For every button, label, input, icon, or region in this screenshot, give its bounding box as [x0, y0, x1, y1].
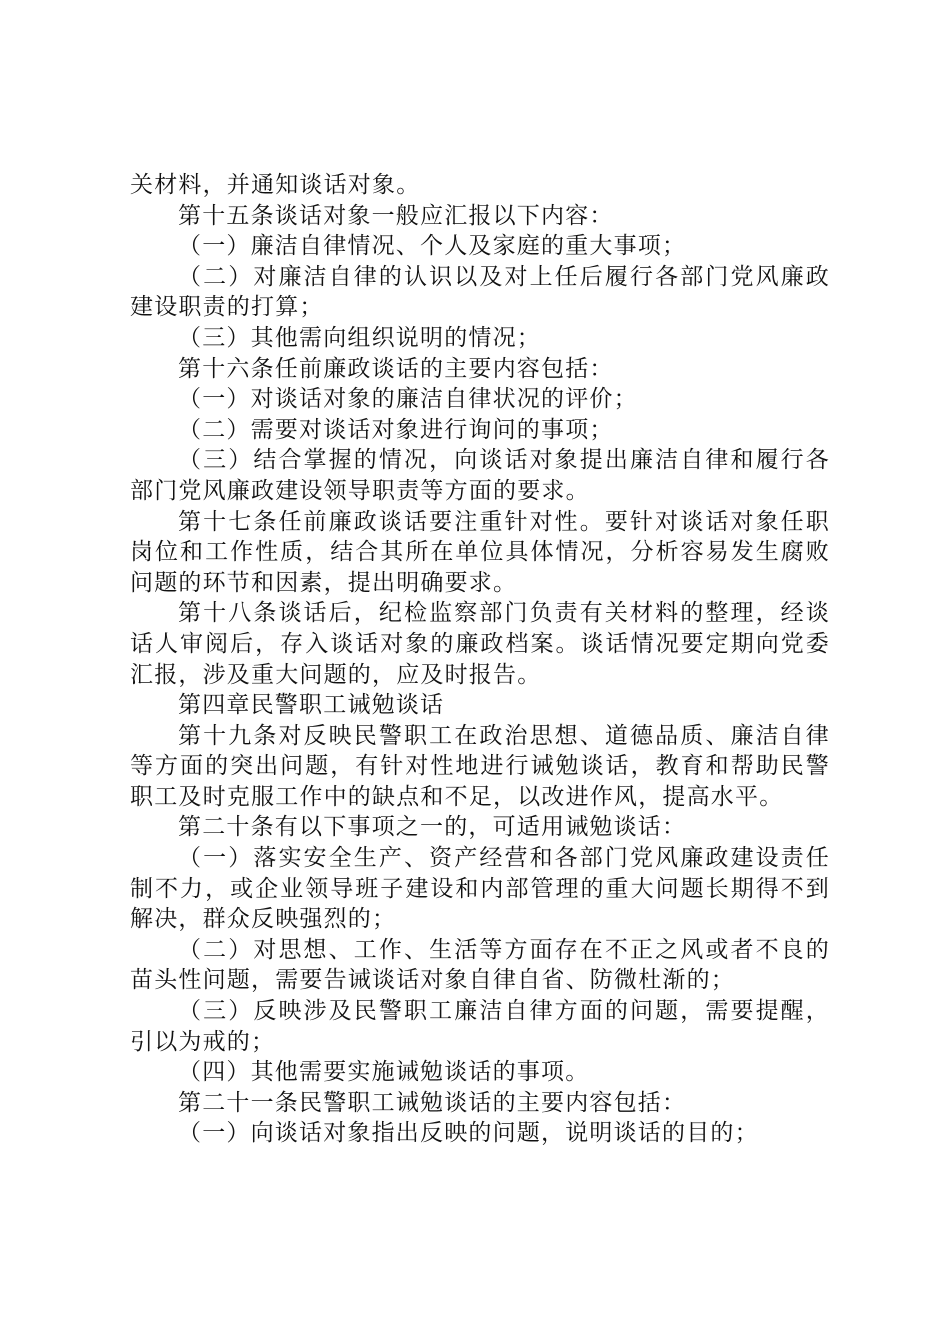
- paragraph-article-16-item-3: （三）结合掌握的情况，向谈话对象提出廉洁自律和履行各部门党风廉政建设领导职责等方面的要求。: [130, 447, 830, 504]
- paragraph-continuation: 关材料，并通知谈话对象。: [130, 172, 421, 198]
- paragraph-article-19: 第十九条对反映民警职工在政治思想、道德品质、廉洁自律等方面的突出问题，有针对性地进行诫勉谈话，教育和帮助民警职工及时克服工作中的缺点和不足，以改进作风，提高水平。: [130, 722, 830, 810]
- paragraph-article-20: 第二十条有以下事项之一的，可适用诫勉谈话：: [178, 814, 687, 841]
- paragraph-article-15-item-3: （三）其他需向组织说明的情况；: [178, 324, 541, 351]
- paragraph-article-21: 第二十一条民警职工诫勉谈话的主要内容包括：: [178, 1089, 687, 1116]
- chapter-heading: 第四章民警职工诫勉谈话: [178, 692, 445, 719]
- paragraph-article-21-item-1: （一）向谈话对象指出反映的问题，说明谈话的目的；: [178, 1120, 759, 1147]
- document-body: [130, 170, 830, 1149]
- paragraph-article-20-item-4: （四）其他需要实施诫勉谈话的事项。: [178, 1059, 590, 1086]
- paragraph-article-15-item-1: （一）廉洁自律情况、个人及家庭的重大事项；: [178, 233, 687, 260]
- paragraph-article-18: 第十八条谈话后，纪检监察部门负责有关材料的整理，经谈话人审阅后，存入谈话对象的廉政档案。谈话情况要定期向党委汇报，涉及重大问题的，应及时报告。: [130, 600, 830, 688]
- paragraph-article-20-item-2: （二）对思想、工作、生活等方面存在不正之风或者不良的苗头性问题，需要告诫谈话对象自律自省、防微杜渐的；: [130, 936, 830, 994]
- paragraph-article-15-item-2: （二）对廉洁自律的认识以及对上任后履行各部门党风廉政建设职责的打算；: [130, 263, 830, 321]
- paragraph-article-16-item-2: （二）需要对谈话对象进行询问的事项；: [178, 416, 614, 443]
- paragraph-article-16: 第十六条任前廉政谈话的主要内容包括：: [178, 355, 614, 382]
- paragraph-article-20-item-1: （一）落实安全生产、资产经营和各部门党风廉政建设责任制不力，或企业领导班子建设和内部管理的重大问题长期得不到解决，群众反映强烈的；: [130, 845, 830, 933]
- paragraph-article-17: 第十七条任前廉政谈话要注重针对性。要针对谈话对象任职岗位和工作性质，结合其所在单位具体情况，分析容易发生腐败问题的环节和因素，提出明确要求。: [130, 508, 830, 596]
- paragraph-article-15: 第十五条谈话对象一般应汇报以下内容：: [178, 202, 614, 229]
- paragraph-article-20-item-3: （三）反映涉及民警职工廉洁自律方面的问题，需要提醒，引以为戒的；: [130, 998, 830, 1055]
- paragraph-article-16-item-1: （一）对谈话对象的廉洁自律状况的评价；: [178, 386, 638, 413]
